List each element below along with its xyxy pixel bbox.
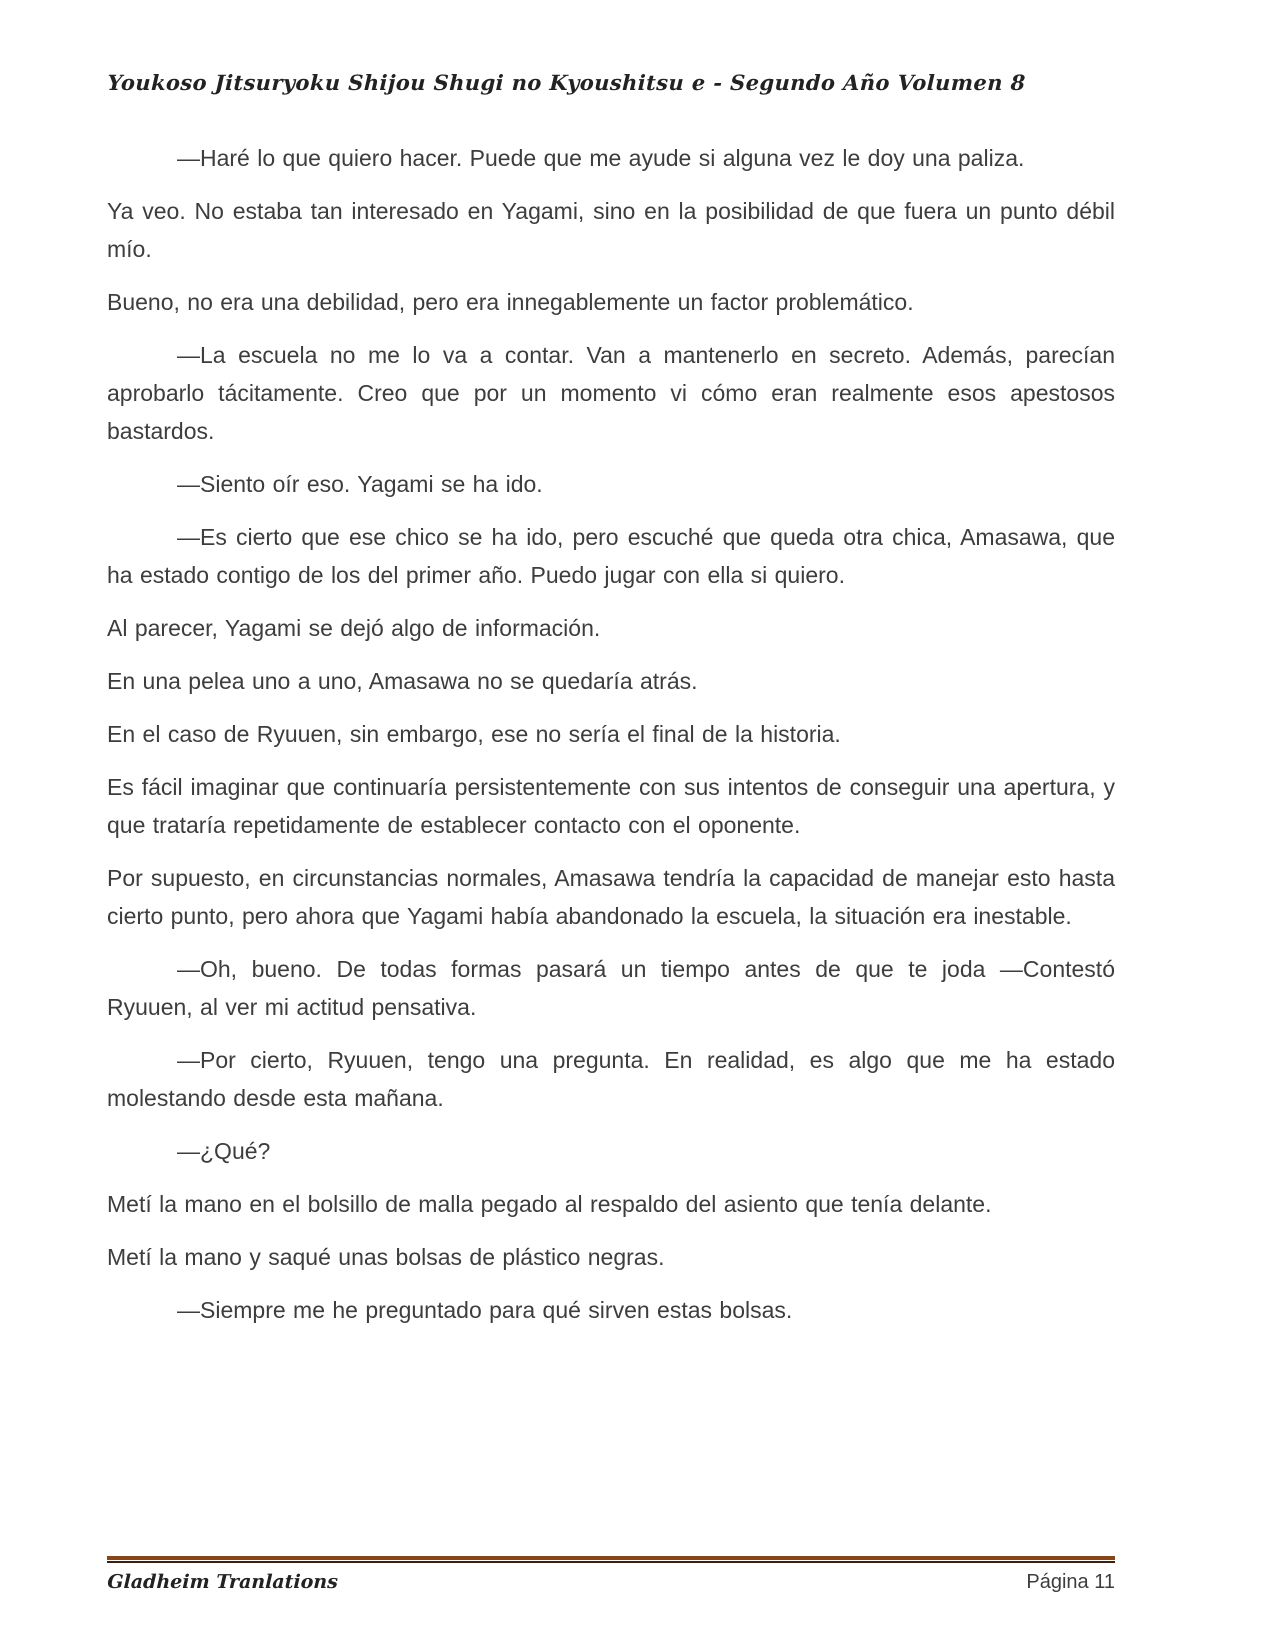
footer-page-value: 11 xyxy=(1094,1571,1115,1593)
paragraph: —Haré lo que quiero hacer. Puede que me ayude si alguna vez le doy una paliza. xyxy=(177,145,1025,171)
paragraph: Metí la mano en el bolsillo de malla pegado al respaldo del asiento que tenía delante. xyxy=(107,1191,992,1217)
footer-row xyxy=(107,1571,1115,1594)
footer-page-label: Página xyxy=(1026,1571,1089,1593)
document-footer xyxy=(107,1556,1115,1594)
paragraph: Ya veo. No estaba tan interesado en Yagami, sino en la posibilidad de que fuera un punto débil mío. xyxy=(107,198,1115,262)
paragraph: —Siempre me he preguntado para qué sirven estas bolsas. xyxy=(177,1297,793,1323)
footer-translator-credit: Gladheim Tranlations xyxy=(107,1571,339,1593)
paragraph: Por supuesto, en circunstancias normales, Amasawa tendría la capacidad de manejar esto hasta cierto punto, pero ahora que Yagami había abandonado la escuela, la situación era inestable. xyxy=(107,865,1115,929)
paragraph: En una pelea uno a uno, Amasawa no se quedaría atrás. xyxy=(107,668,698,694)
document-body xyxy=(107,139,1115,1329)
paragraph: —Oh, bueno. De todas formas pasará un tiempo antes de que te joda —Contestó Ryuuen, al ver mi actitud pensativa. xyxy=(107,956,1115,1020)
paragraph: —¿Qué? xyxy=(177,1138,271,1164)
footer-rule-thin xyxy=(107,1561,1115,1563)
paragraph: —Siento oír eso. Yagami se ha ido. xyxy=(177,471,543,497)
paragraph: Bueno, no era una debilidad, pero era innegablemente un factor problemático. xyxy=(107,289,914,315)
paragraph: —Es cierto que ese chico se ha ido, pero escuché que queda otra chica, Amasawa, que ha estado contigo de los del primer año. Puedo jugar con ella si quiero. xyxy=(107,524,1115,588)
paragraph: Es fácil imaginar que continuaría persistentemente con sus intentos de conseguir una apertura, y que trataría repetidamente de establecer contacto con el oponente. xyxy=(107,774,1115,838)
footer-rule-thick xyxy=(107,1556,1115,1560)
footer-page-number xyxy=(1026,1571,1115,1594)
paragraph: —La escuela no me lo va a contar. Van a mantenerlo en secreto. Además, parecían aprobarlo tácitamente. Creo que por un momento vi cómo eran realmente esos apestosos bastardos. xyxy=(107,342,1115,444)
paragraph: Metí la mano y saqué unas bolsas de plástico negras. xyxy=(107,1244,665,1270)
paragraph: —Por cierto, Ryuuen, tengo una pregunta. En realidad, es algo que me ha estado molestando desde esta mañana. xyxy=(107,1047,1115,1111)
paragraph: Al parecer, Yagami se dejó algo de información. xyxy=(107,615,601,641)
paragraph: En el caso de Ryuuen, sin embargo, ese no sería el final de la historia. xyxy=(107,721,841,747)
document-header-title: Youkoso Jitsuryoku Shijou Shugi no Kyoushitsu e - Segundo Año Volumen 8 xyxy=(107,70,1027,95)
